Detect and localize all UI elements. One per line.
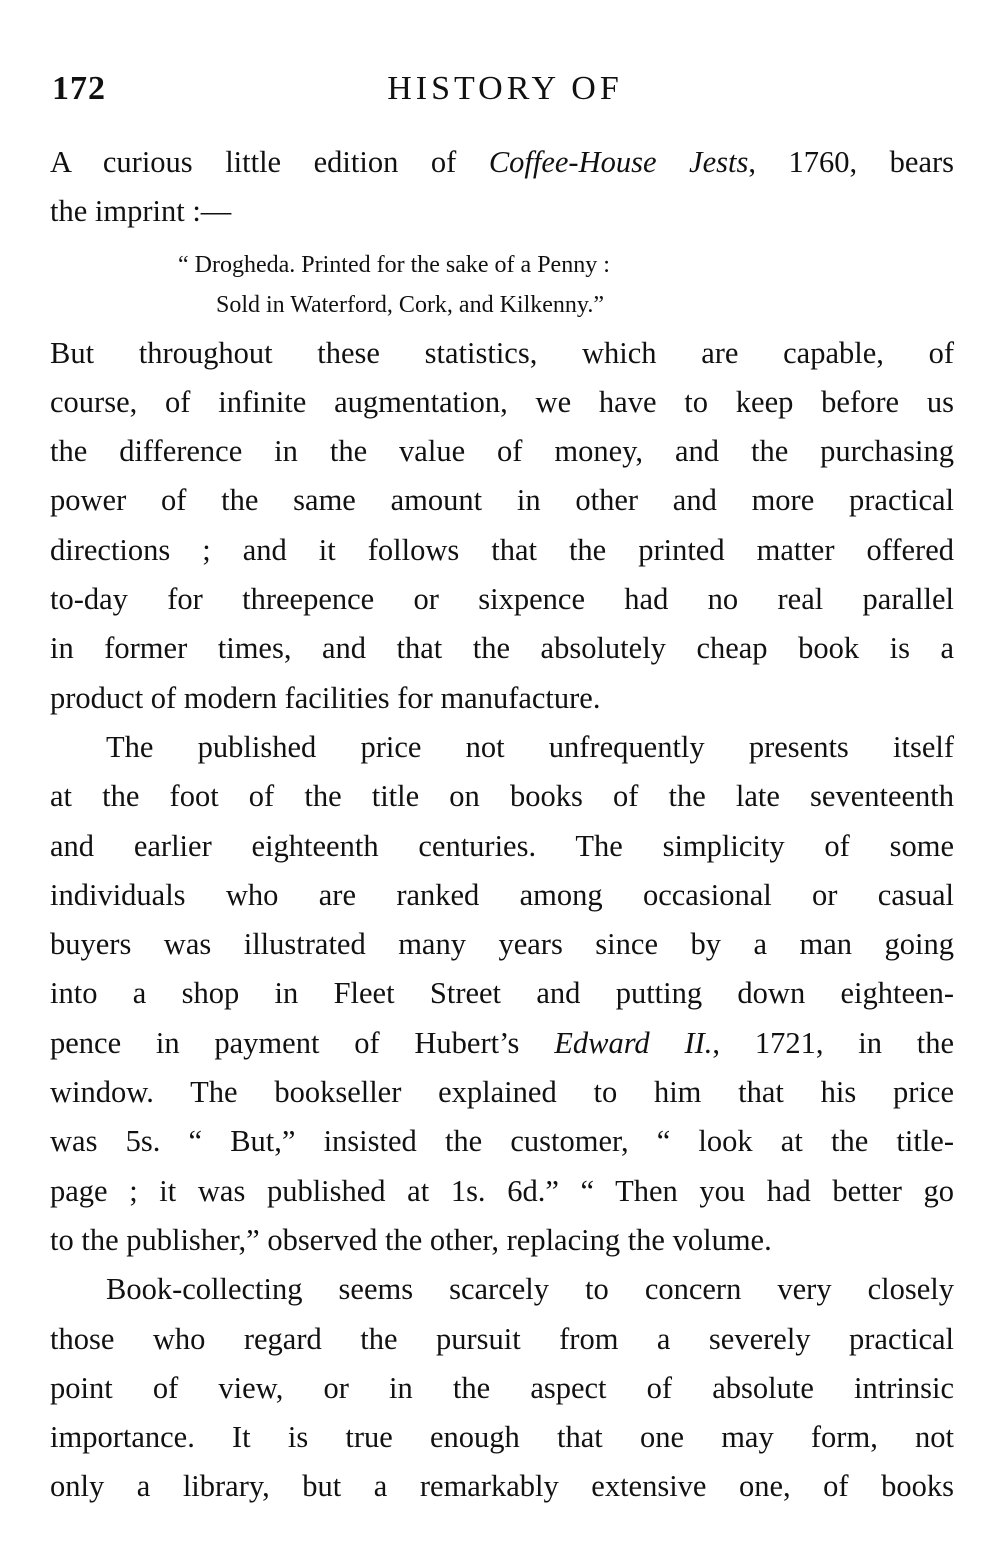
text-line: only a library, but a remarkably extensive one, of books [50,1469,954,1504]
text-line: product of modern facilities for manufacture. [50,680,601,715]
text-line: those who regard the pursuit from a severely practical [50,1321,954,1356]
text-line: importance. It is true enough that one may form, not [50,1420,954,1455]
text-line: at the foot of the title on books of the late seventeenth [50,779,954,814]
text-line: to the publisher,” observed the other, replacing the volume. [50,1222,772,1257]
text-line: point of view, or in the aspect of absolute intrinsic [50,1370,954,1405]
text-line: A curious little edition of Coffee-House Jests, 1760, bears [50,145,955,179]
text-line: course, of infinite augmentation, we have to keep before us [50,384,954,419]
text-line: directions ; and it follows that the printed matter offered [50,532,954,567]
text-line: buyers was illustrated many years since by a man going [50,927,954,962]
text-line: window. The bookseller explained to him that his price [50,1075,954,1110]
paragraph-statistics [50,329,954,723]
book-title-edward-ii: Edward II. [554,1025,713,1060]
running-title: HISTORY OF [387,70,623,107]
text-line: But throughout these statistics, which are capable, of [50,335,954,370]
page-header [50,70,950,120]
text-line: the imprint :— [50,194,232,229]
text-line: was 5s. “ But,” insisted the customer, “ look at the title- [50,1124,954,1159]
text-line: the difference in the value of money, and the purchasing [50,434,954,469]
page-body [50,138,954,1512]
text-line: to-day for threepence or sixpence had no real parallel [50,582,954,617]
text-line: individuals who are ranked among occasional or casual [50,877,954,912]
text-line: The published price not unfrequently presents itself [106,729,954,764]
paragraph-intro [50,138,954,237]
text-line: in former times, and that the absolutely cheap book is a [50,631,954,666]
text-line: power of the same amount in other and more practical [50,483,954,518]
book-title-coffee-house-jests: Coffee-House Jests [488,145,749,179]
text-line: page ; it was published at 1s. 6d.” “ Then you had better go [50,1173,954,1208]
imprint-quotation [50,237,954,329]
text-line: into a shop in Fleet Street and putting down eighteen- [50,976,954,1011]
page-number: 172 [52,70,106,107]
quote-line: “ Drogheda. Printed for the sake of a Penny : [178,251,610,278]
text-line: Book-collecting seems scarcely to concern very closely [106,1272,954,1307]
paragraph-book-collecting [50,1265,954,1511]
paragraph-published-price [50,723,954,1265]
text-line: and earlier eighteenth centuries. The simplicity of some [50,828,954,863]
text-line: pence in payment of Hubert’s Edward II., 1721, in the [50,1025,954,1060]
quote-line: Sold in Waterford, Cork, and Kilkenny.” [216,291,604,318]
